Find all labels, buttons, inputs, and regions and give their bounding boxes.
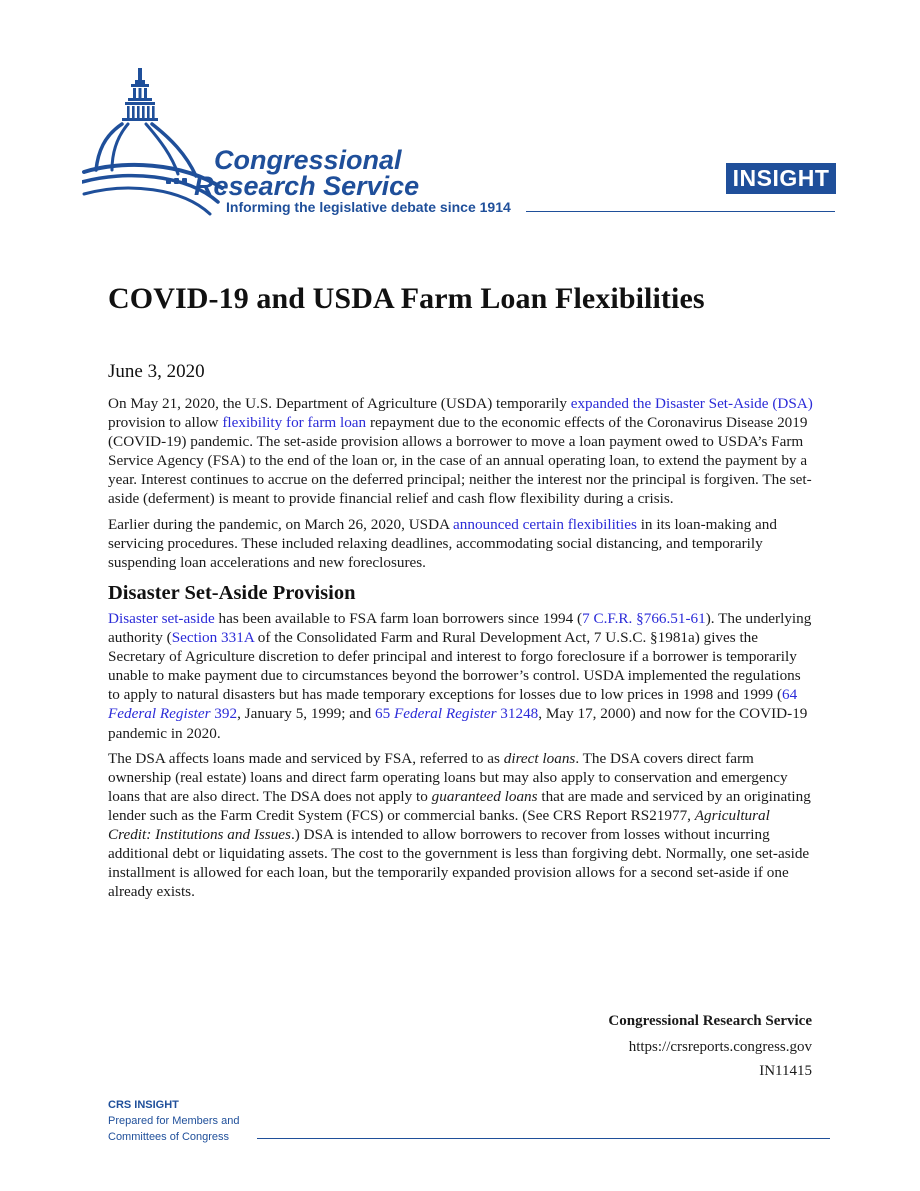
article-body (108, 394, 816, 907)
footer-rule (257, 1138, 830, 1139)
link-fed-reg-64[interactable]: 64 Federal Register 392 (108, 686, 798, 723)
paragraph-1: On May 21, 2020, the U.S. Department of Agriculture (USDA) temporarily expanded the Disaster Set-Aside (DSA) provision to allow flexibility for farm loan repayment due to the economic effects of the Coronavirus Disease 2019 (COVID-19) pandemic. The set-aside provision allows a borrower to move a loan payment owed to USDA’s Farm Service Agency (FSA) to the end of the loan or, in the case of an annual operating loan, to extend the payment by a year. Interest continues to accrue on the deferred principal; neither the interest nor the principal is forgiven. The set-aside (deferment) is meant to provide financial relief and cash flow flexibility during a crisis. (108, 395, 813, 508)
page-title: COVID-19 and USDA Farm Loan Flexibilities (108, 282, 705, 315)
paragraph-3: Disaster set-aside has been available to FSA farm loan borrowers since 1994 (7 C.F.R. §766.51-61). The underlying authority (Section 331A of the Consolidated Farm and Rural Development Act, 7 U.S.C. §1981a) gives the Secretary of Agriculture discretion to defer principal and interest to forgo foreclosure if a borrower is temporarily unable to make payment due to circumstances beyond the borrower’s control. USDA implemented the regulations to apply to natural disasters but has made temporary exceptions for losses due to low prices in 1998 and 1999 (64 Federal Register 392, January 5, 1999; and 65 Federal Register 31248, May 17, 2000) and now for the COVID-19 pandemic in 2020. (108, 609, 812, 742)
prepared-for-label: Prepared for Members and (108, 1115, 240, 1127)
org-name-line1: Congressional (214, 145, 402, 175)
section-heading: Disaster Set-Aside Provision (108, 581, 356, 604)
insight-badge: INSIGHT (726, 163, 836, 194)
tagline: Informing the legislative debate since 1914 (226, 199, 511, 215)
link-announced-flexibilities[interactable]: announced certain flexibilities (453, 515, 637, 533)
paragraph-4: The DSA affects loans made and serviced by FSA, referred to as direct loans. The DSA covers direct farm ownership (real estate) loans and direct farm operating loans but may also apply to conservation and emergency loans that are also direct. The DSA does not apply to guaranteed loans that are made and serviced by an originating lender such as the Farm Credit System (FCS) or commercial banks. (See CRS Report RS21977, Agricultural Credit: Institutions and Issues.) DSA is intended to allow borrowers to recover from losses without incurring additional debt or liquidating assets. The cost to the government is less than forgiving debt. Normally, one set-aside installment is allowed for each loan, but the temporarily expanded provision allows for a second set-aside if one already exists. (108, 749, 811, 901)
org-name-line2: Research Service (194, 171, 420, 201)
link-farm-loan-flexibility[interactable]: flexibility for farm loan (222, 414, 367, 432)
link-section-331a[interactable]: Section 331A (171, 629, 254, 647)
paragraph-2: Earlier during the pandemic, on March 26, 2020, USDA announced certain flexibilities in its loan-making and servicing procedures. These included relaxing deadlines, accommodating social distancing, and temporarily suspending loan accelerations and new foreclosures. (108, 515, 777, 571)
link-cfr[interactable]: 7 C.F.R. §766.51-61 (582, 609, 706, 627)
link-disaster-set-aside[interactable]: Disaster set-aside (108, 609, 215, 627)
tagline-rule (526, 211, 835, 212)
crs-insight-label: CRS INSIGHT (108, 1099, 179, 1111)
publication-date: June 3, 2020 (108, 361, 205, 382)
report-id: IN11415 (759, 1063, 812, 1079)
committees-label: Committees of Congress (108, 1131, 230, 1143)
footer-org: Congressional Research Service (608, 1013, 812, 1029)
link-fed-reg-65[interactable]: 65 Federal Register 31248 (375, 705, 539, 723)
footer-url[interactable]: https://crsreports.congress.gov (628, 1039, 812, 1055)
link-expanded-dsa[interactable]: expanded the Disaster Set-Aside (DSA) (570, 395, 813, 412)
